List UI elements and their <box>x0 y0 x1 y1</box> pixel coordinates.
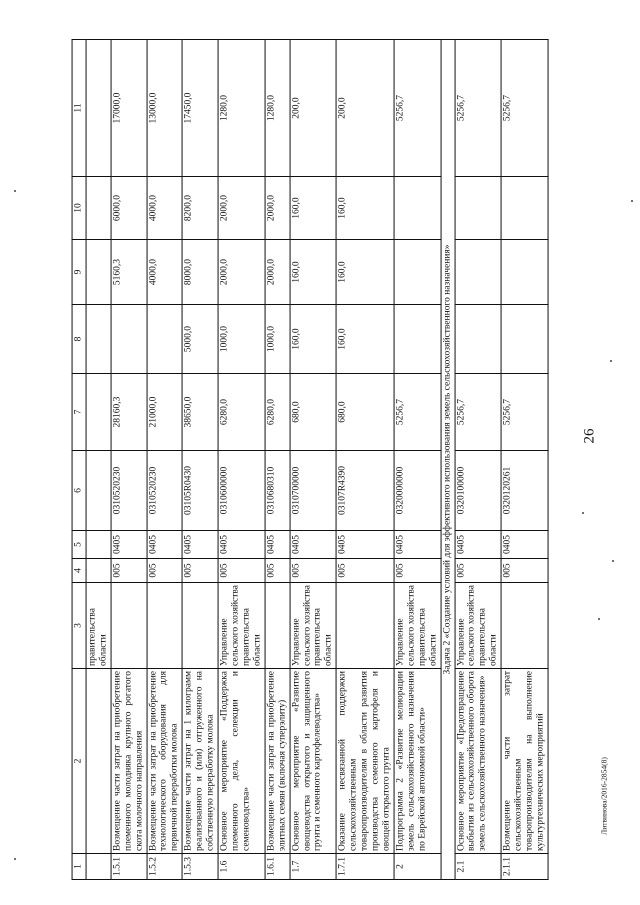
scan-speck <box>14 858 16 860</box>
table-cell-c11: 1280,0 <box>265 40 290 177</box>
table-cell-c4: 005 <box>147 559 183 583</box>
scan-speck <box>14 190 16 192</box>
table-cell-c4: 005 <box>290 559 337 583</box>
table-cell-c6: 0310680310 <box>265 451 290 531</box>
table-cell-c9 <box>455 240 502 305</box>
column-header: 8 <box>72 305 86 374</box>
table-cell-c10: 2000,0 <box>218 177 265 240</box>
column-header: 3 <box>72 583 86 669</box>
table-cell-c1: 2 <box>394 854 441 880</box>
column-header: 10 <box>72 177 86 240</box>
table-cell-c9: 8000,0 <box>182 240 218 305</box>
table-cell-c2: Возмещение части затрат на 1 килограмм реализованного и (или) отгруженного на собственную переработку молока <box>182 669 218 854</box>
task-heading: Задача 2 «Создание условий для эффективного использования земель сельскохозяйственного назначения» <box>441 40 455 880</box>
table-cell-c2: Подпрограмма 2 «Развитие мелиорации земель сельскохозяйственного назначения по Еврейской автономной области» <box>394 669 441 854</box>
column-header: 9 <box>72 240 86 305</box>
table-cell-c4: 005 <box>336 559 394 583</box>
table-cell-c9: 4000,0 <box>147 240 183 305</box>
table-cell-c11: 5256,7 <box>455 40 502 177</box>
table-cell-c11: 5256,7 <box>394 40 441 177</box>
table-cell-c4: 005 <box>218 559 265 583</box>
table-cell-c11: 17000,0 <box>111 40 147 177</box>
table-cell-c1 <box>86 854 111 880</box>
table-cell-c5: 0405 <box>147 531 183 559</box>
table-cell-c7: 680,0 <box>336 374 394 451</box>
table-cell-c3 <box>147 583 183 669</box>
table-cell-c1: 1.7 <box>290 854 337 880</box>
column-header: 2 <box>72 669 86 854</box>
table-cell-c8 <box>111 305 147 374</box>
column-header: 11 <box>72 40 86 177</box>
table-cell-c9: 160,0 <box>290 240 337 305</box>
table-cell-c10: 4000,0 <box>147 177 183 240</box>
table-cell-c1: 1.7.1 <box>336 854 394 880</box>
table-cell-c7: 28160,3 <box>111 374 147 451</box>
table-cell-c9: 160,0 <box>336 240 394 305</box>
table-cell-c2: Основное мероприятие «Поддержка племенного дела, селекции и семеноводства» <box>218 669 265 854</box>
table-cell-c10 <box>86 177 111 240</box>
page-number: 26 <box>581 428 598 444</box>
table-cell-c3 <box>501 583 548 669</box>
table-cell-c10: 2000,0 <box>265 177 290 240</box>
table-cell-c6: 0310700000 <box>290 451 337 531</box>
table-cell-c6: 0310600000 <box>218 451 265 531</box>
table-cell-c2: Возмещение части затрат сельскохозяйственным товаропроизводителям на выполнение культуртехнических мероприятий <box>501 669 548 854</box>
column-header: 1 <box>72 854 86 880</box>
table-cell-c5: 0405 <box>336 531 394 559</box>
table-cell-c1: 1.6 <box>218 854 265 880</box>
table-cell-c4 <box>86 559 111 583</box>
table-cell-c1: 2.1 <box>455 854 502 880</box>
table-cell-c2: Оказание несвязанной поддержки сельскохозяйственным товаропроизводителям в области развития производства семенного картофеля и овощей открытого грунта <box>336 669 394 854</box>
table-cell-c7: 680,0 <box>290 374 337 451</box>
table-cell-c8 <box>501 305 548 374</box>
table-row <box>501 40 548 880</box>
table-cell-c4: 005 <box>265 559 290 583</box>
table-cell-c3 <box>336 583 394 669</box>
table-cell-c5 <box>86 531 111 559</box>
header-row <box>72 40 86 880</box>
table-cell-c1: 2.1.1 <box>501 854 548 880</box>
column-header: 5 <box>72 531 86 559</box>
table-cell-c10 <box>501 177 548 240</box>
table-cell-c4: 005 <box>182 559 218 583</box>
table-cell-c7: 38650,0 <box>182 374 218 451</box>
table-cell-c7: 5256,7 <box>501 374 548 451</box>
table-cell-c6: 0320000000 <box>394 451 441 531</box>
table-cell-c7: 5256,7 <box>455 374 502 451</box>
table-cell-c3 <box>265 583 290 669</box>
table-row <box>147 40 183 880</box>
table-cell-c9: 2000,0 <box>218 240 265 305</box>
table-cell-c4: 005 <box>111 559 147 583</box>
table-cell-c10: 160,0 <box>290 177 337 240</box>
table-cell-c6: 0320100000 <box>455 451 502 531</box>
table-cell-c2: Возмещение части затрат на приобретение элитных семян (включая суперэлиту) <box>265 669 290 854</box>
table-cell-c11: 200,0 <box>290 40 337 177</box>
footer-document-code: Литвинова/2016-2854(8) <box>599 757 609 835</box>
table-cell-c1: 1.5.2 <box>147 854 183 880</box>
table-cell-c9 <box>86 240 111 305</box>
table-cell-c3: Управление сельского хозяйства правительства области <box>455 583 502 669</box>
scan-speck <box>598 618 600 620</box>
table-cell-c7: 21000,0 <box>147 374 183 451</box>
table-cell-c5: 0405 <box>501 531 548 559</box>
table-cell-c5: 0405 <box>265 531 290 559</box>
table-cell-c11: 200,0 <box>336 40 394 177</box>
scan-speck <box>631 200 633 202</box>
table-cell-c8 <box>86 305 111 374</box>
table-cell-c11: 1280,0 <box>218 40 265 177</box>
table-cell-c3 <box>182 583 218 669</box>
table-cell-c8 <box>147 305 183 374</box>
table-cell-c8 <box>394 305 441 374</box>
table-cell-c4: 005 <box>394 559 441 583</box>
table-row <box>86 40 111 880</box>
column-header: 6 <box>72 451 86 531</box>
table-cell-c5: 0405 <box>455 531 502 559</box>
column-header: 4 <box>72 559 86 583</box>
table-row <box>182 40 218 880</box>
table-cell-c7: 5256,7 <box>394 374 441 451</box>
table-cell-c6: 03107R4390 <box>336 451 394 531</box>
table-cell-c11: 17450,0 <box>182 40 218 177</box>
table-row <box>336 40 394 880</box>
table-cell-c9 <box>394 240 441 305</box>
rotated-table-container <box>72 40 549 880</box>
table-cell-c6: 0320120261 <box>501 451 548 531</box>
table-row <box>394 40 441 880</box>
table-cell-c3: правительства области <box>86 583 111 669</box>
table-row <box>218 40 265 880</box>
table-cell-c9: 2000,0 <box>265 240 290 305</box>
table-row <box>111 40 147 880</box>
table-cell-c5: 0405 <box>218 531 265 559</box>
table-cell-c11 <box>86 40 111 177</box>
table-cell-c10 <box>455 177 502 240</box>
table-cell-c11: 5256,7 <box>501 40 548 177</box>
table-cell-c2: Основное мероприятие «Предотвращение выбытия из сельскохозяйственного оборота земель сельскохозяйственного назначения» <box>455 669 502 854</box>
task-row <box>441 40 455 880</box>
table-cell-c6 <box>86 451 111 531</box>
table-cell-c11: 13000,0 <box>147 40 183 177</box>
table-cell-c3: Управление сельского хозяйства правительства области <box>394 583 441 669</box>
table-cell-c4: 005 <box>455 559 502 583</box>
table-row <box>290 40 337 880</box>
column-header: 7 <box>72 374 86 451</box>
scan-speck <box>612 560 614 562</box>
table-cell-c10: 6000,0 <box>111 177 147 240</box>
table-cell-c3: Управление сельского хозяйства правительства области <box>290 583 337 669</box>
table-cell-c10 <box>394 177 441 240</box>
table-cell-c1: 1.6.1 <box>265 854 290 880</box>
table-cell-c9 <box>501 240 548 305</box>
table-row <box>265 40 290 880</box>
table-cell-c5: 0405 <box>290 531 337 559</box>
table-cell-c8: 5000,0 <box>182 305 218 374</box>
table-cell-c1: 1.5.3 <box>182 854 218 880</box>
table-row <box>455 40 502 880</box>
table-cell-c9: 5160,3 <box>111 240 147 305</box>
table-cell-c2: Возмещение части затрат на приобретение племенного молодняка крупного рогатого скота молочного направления <box>111 669 147 854</box>
table-cell-c2: Основное мероприятие «Развитие овощеводства открытого и защищенного грунта и семенного картофелеводства» <box>290 669 337 854</box>
table-cell-c7: 6280,0 <box>218 374 265 451</box>
table-cell-c8: 160,0 <box>336 305 394 374</box>
table-cell-c6: 03105R0430 <box>182 451 218 531</box>
table-cell-c7 <box>86 374 111 451</box>
table-cell-c5: 0405 <box>182 531 218 559</box>
table-cell-c8: 1000,0 <box>265 305 290 374</box>
table-cell-c5: 0405 <box>111 531 147 559</box>
scan-speck <box>610 360 612 362</box>
table-cell-c8 <box>455 305 502 374</box>
table-cell-c6: 0310520230 <box>147 451 183 531</box>
scan-speck <box>582 512 584 514</box>
table-cell-c8: 1000,0 <box>218 305 265 374</box>
table-cell-c10: 160,0 <box>336 177 394 240</box>
table-cell-c7: 6280,0 <box>265 374 290 451</box>
table-cell-c8: 160,0 <box>290 305 337 374</box>
table-cell-c10: 8200,0 <box>182 177 218 240</box>
table-cell-c3 <box>111 583 147 669</box>
table-cell-c3: Управление сельского хозяйства правительства области <box>218 583 265 669</box>
table-cell-c2: Возмещение части затрат на приобретение технологического оборудования для первичной переработки молока <box>147 669 183 854</box>
table-cell-c1: 1.5.1 <box>111 854 147 880</box>
budget-table <box>72 39 549 880</box>
table-cell-c2 <box>86 669 111 854</box>
table-cell-c4: 005 <box>501 559 548 583</box>
table-cell-c6: 0310520230 <box>111 451 147 531</box>
table-cell-c5: 0405 <box>394 531 441 559</box>
